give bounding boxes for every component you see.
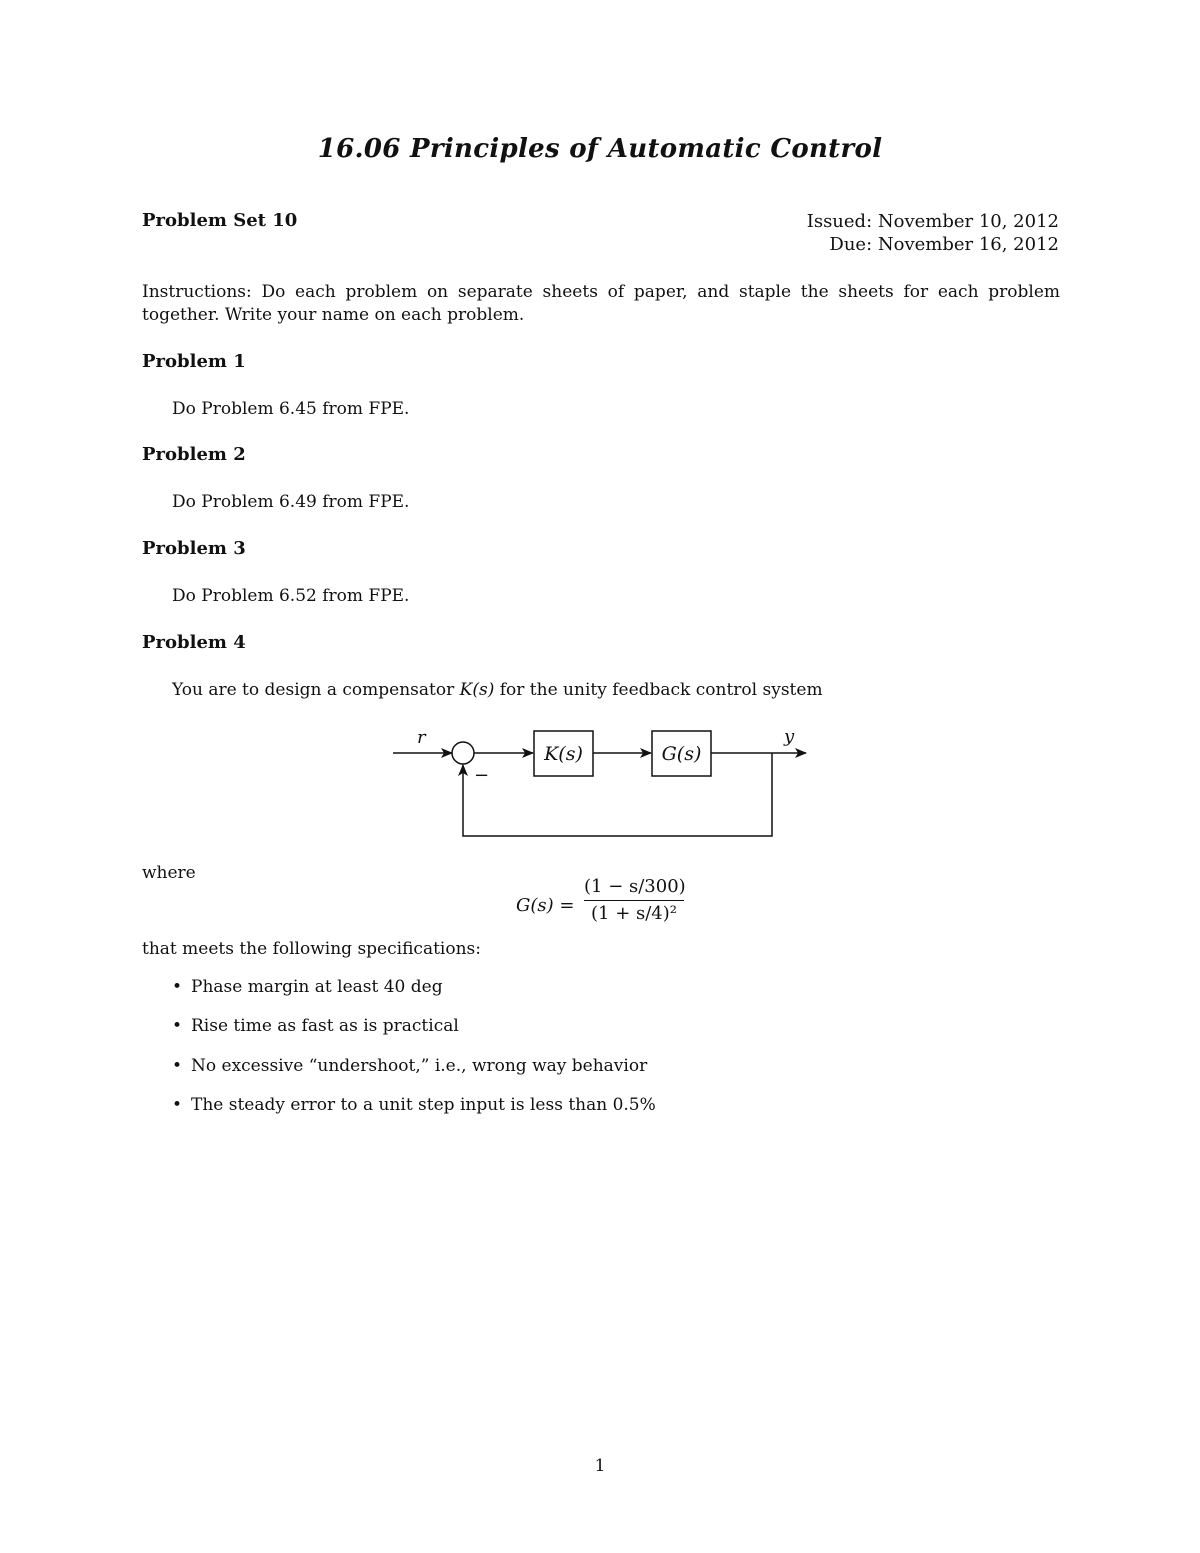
- problem-2-text: Do Problem 6.49 from FPE.: [172, 492, 410, 512]
- where-label: where: [142, 863, 196, 883]
- issued-date: Issued: November 10, 2012: [806, 211, 1059, 232]
- compensator-block-label: K(s): [544, 743, 583, 765]
- equation-fraction: [584, 876, 684, 924]
- spec-text: Phase margin at least 40 deg: [191, 977, 443, 997]
- equation-numerator: (1 − s/300): [584, 876, 686, 897]
- problem-3-text: Do Problem 6.52 from FPE.: [172, 586, 410, 606]
- problem-set-label: Problem Set 10: [142, 210, 298, 231]
- page-number: 1: [594, 1456, 606, 1476]
- problem-4-text-before: You are to design a compensator: [172, 680, 460, 700]
- bullet-icon: •: [172, 1094, 183, 1115]
- equation-denominator: (1 + s/4)²: [591, 903, 677, 924]
- spec-item: [172, 1016, 872, 1055]
- compensator-symbol: K(s): [459, 680, 495, 700]
- spec-item: [172, 1056, 872, 1095]
- spec-text: Rise time as fast as is practical: [191, 1016, 459, 1037]
- problem-3-heading: Problem 3: [142, 538, 246, 559]
- bullet-icon: •: [172, 977, 183, 997]
- output-label-y: y: [784, 726, 795, 747]
- bullet-icon: •: [172, 1016, 183, 1037]
- problem-4-text-after: for the unity feedback control system: [494, 680, 823, 700]
- summing-junction: [452, 742, 474, 764]
- spec-item: [172, 977, 872, 1016]
- problem-1-text: Do Problem 6.45 from FPE.: [172, 399, 410, 419]
- problem-4-heading: Problem 4: [142, 632, 246, 653]
- document-title: 16.06 Principles of Automatic Control: [317, 134, 883, 164]
- feedback-path: [463, 753, 772, 836]
- spec-item: [172, 1095, 872, 1134]
- fraction-bar: [584, 900, 684, 901]
- input-label-r: r: [417, 727, 426, 748]
- minus-sign: −: [474, 765, 490, 786]
- specifications-intro: that meets the following specifications:: [142, 939, 481, 959]
- plant-block-label: G(s): [661, 743, 702, 765]
- spec-text: No excessive “undershoot,” i.e., wrong way behavior: [191, 1055, 648, 1076]
- feedback-block-diagram: [385, 722, 815, 847]
- problem-2-heading: Problem 2: [142, 444, 246, 465]
- bullet-icon: •: [172, 1055, 183, 1076]
- spec-text: The steady error to a unit step input is less than 0.5%: [191, 1094, 656, 1115]
- date-block: [807, 210, 1059, 256]
- specifications-list: [172, 977, 872, 1134]
- problem-4-text: [172, 680, 823, 700]
- problem-1-heading: Problem 1: [142, 351, 246, 372]
- instructions-paragraph: Instructions: Do each problem on separate sheets of paper, and staple the sheets for each problem together. Write your name on each problem.: [142, 282, 1060, 325]
- equation-lhs: G(s) =: [516, 895, 575, 916]
- due-date: Due: November 16, 2012: [829, 234, 1059, 255]
